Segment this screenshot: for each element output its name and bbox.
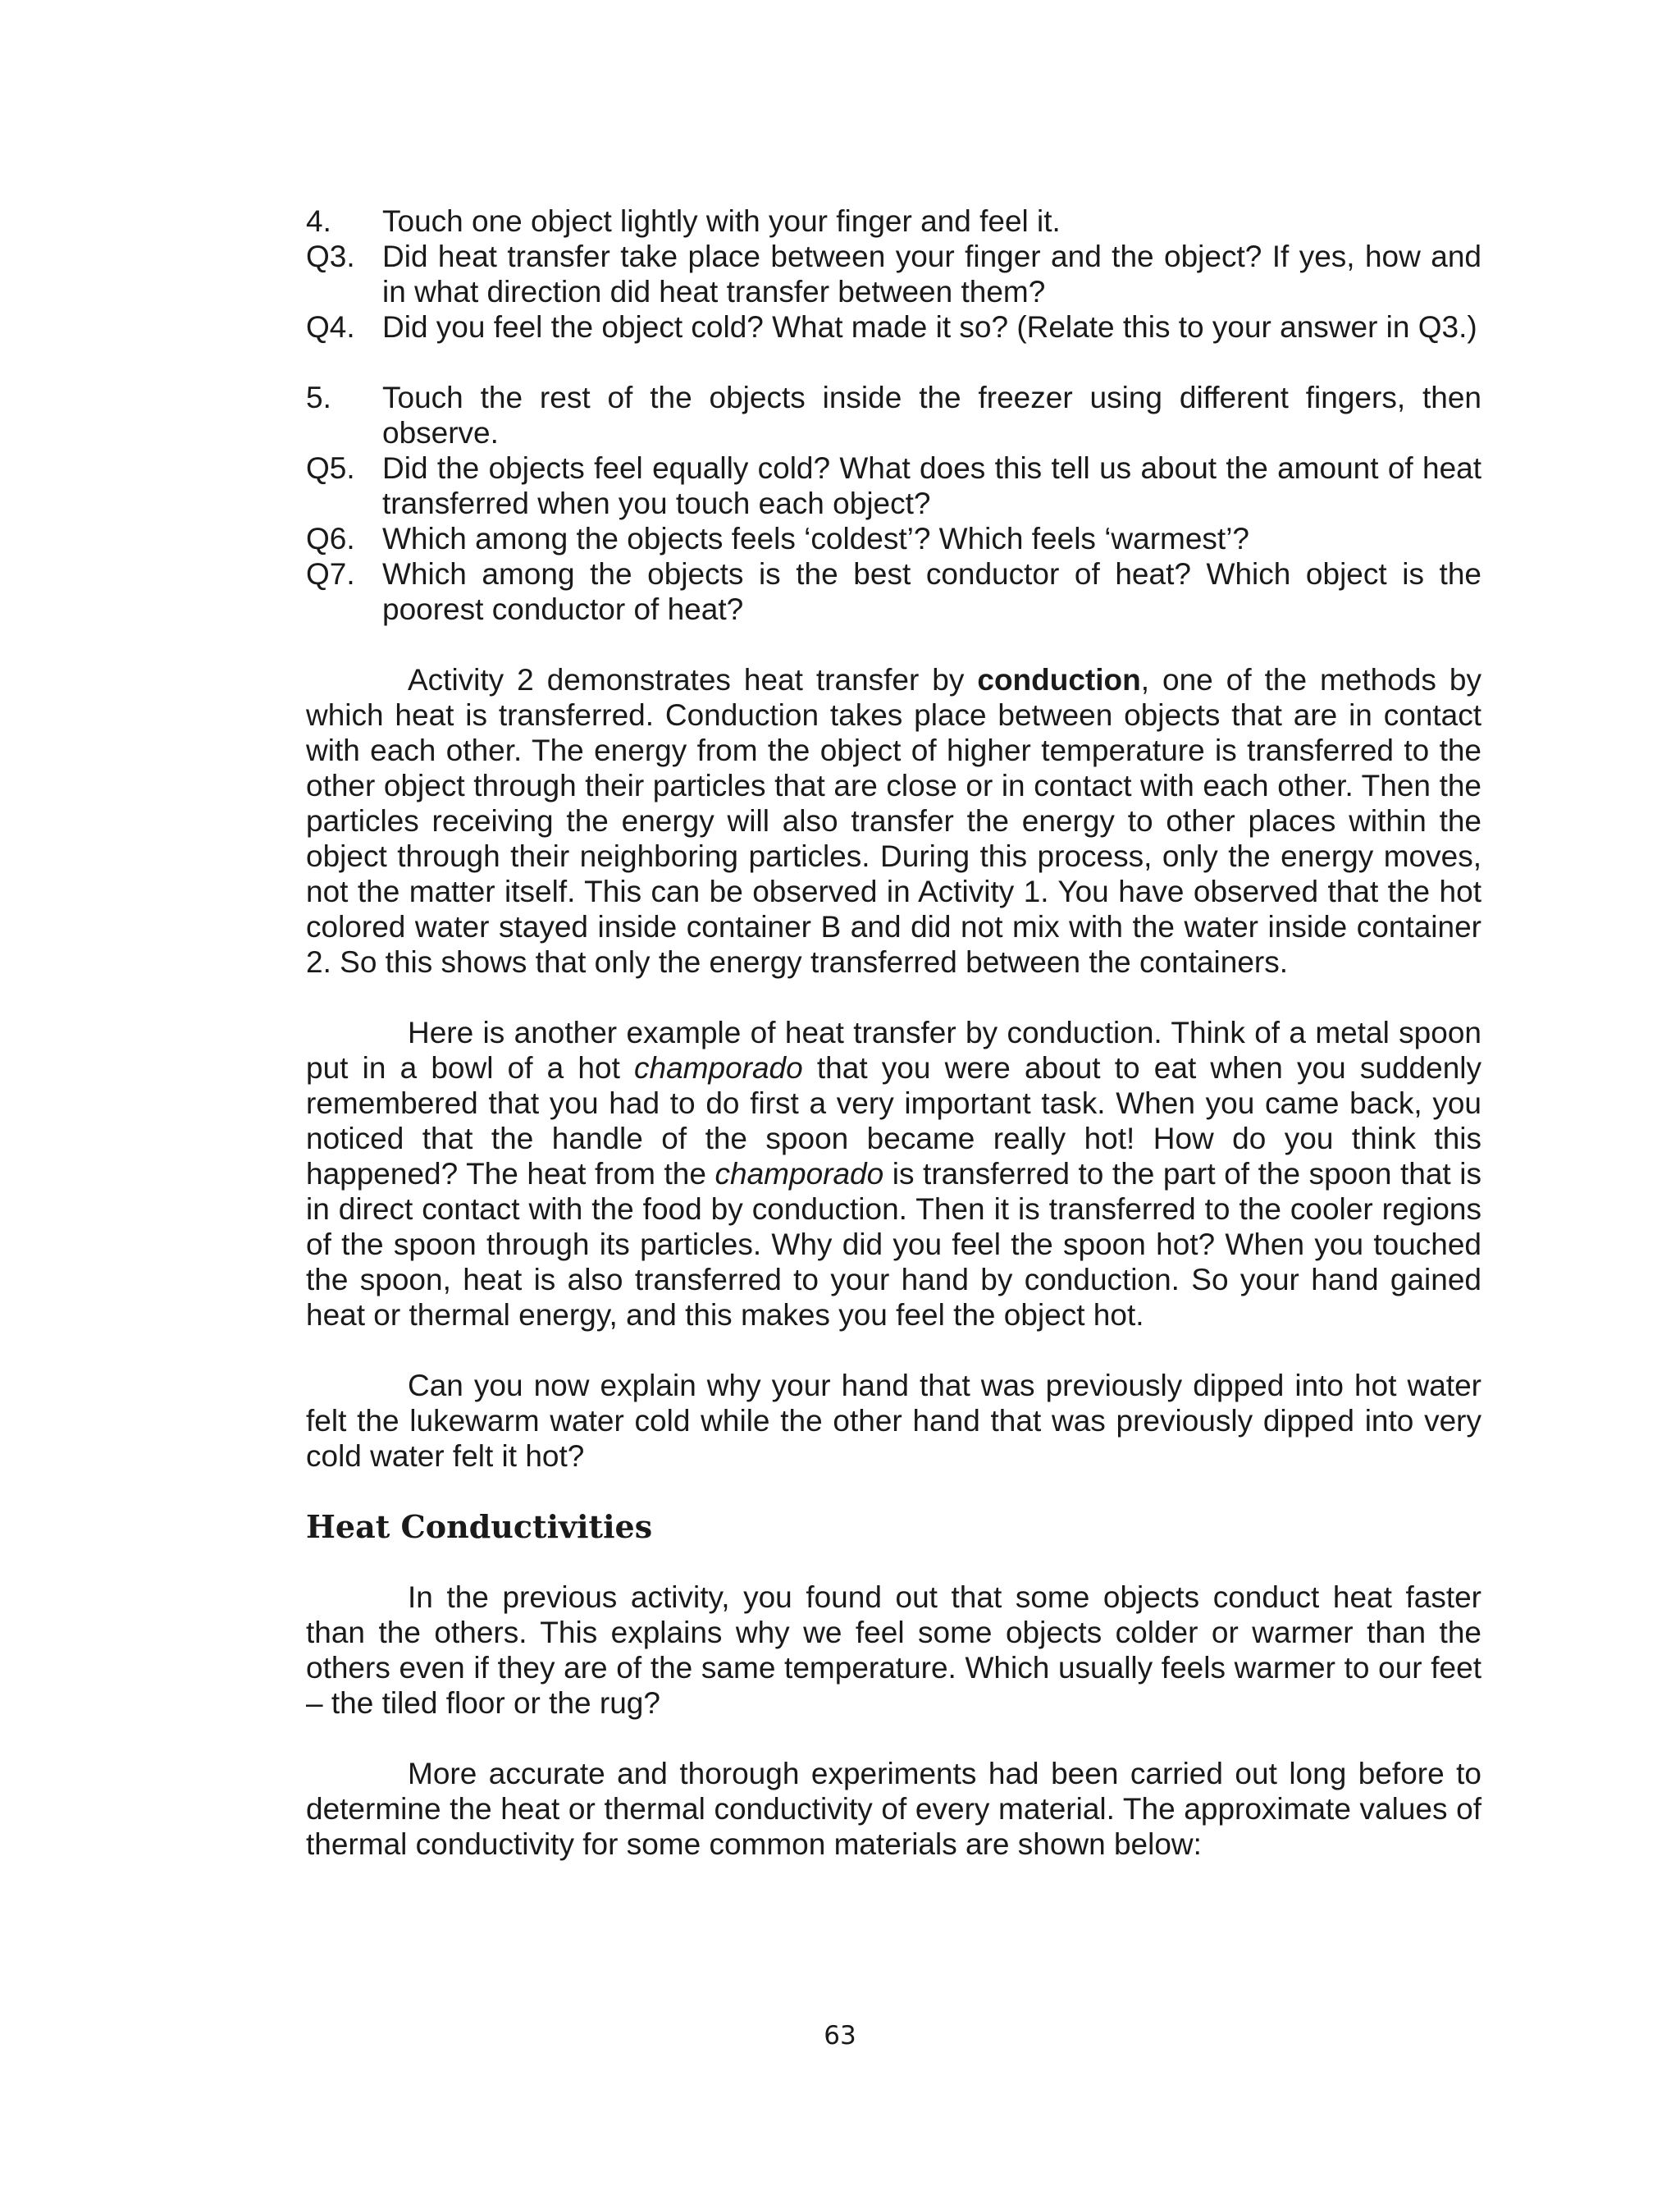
question-item-q7 [306, 556, 1481, 627]
step-text: Touch the rest of the objects inside the freezer using different fingers, then observe. [382, 381, 1481, 450]
spacer [306, 980, 1481, 1015]
step-item-5 [306, 380, 1481, 450]
paragraph-thermal-conductivity: More accurate and thorough experiments had been carried out long before to determine the heat or thermal conductivity of every material. The approximate values of thermal conductivity for some common materials are shown below: [306, 1757, 1481, 1861]
paragraph-spoon-example [306, 1015, 1481, 1333]
paragraph-previous-activity: In the previous activity, you found out that some objects conduct heat faster than the others. This explains why we feel some objects colder or warmer than the others even if they are of the same temperature. Which usually feels warmer to our feet – the tiled floor or the rug? [306, 1580, 1481, 1720]
section-heading: Heat Conductivities [306, 1508, 653, 1545]
question-number: Q3. [306, 240, 355, 273]
question-text: Did heat transfer take place between your finger and the object? If yes, how and in what direction did heat transfer between them? [382, 240, 1481, 309]
question-number: Q5. [306, 451, 355, 485]
paragraph-text: is transferred to the part of the spoon that is in direct contact with the food by conduction. Then it is transferred to the cooler regions of the spoon through its particles. Why did you feel the spoon hot? When you touched the spoon, heat is also transferred to your hand by conduction. So your hand gained heat or thermal energy, and this makes you feel the object hot. [306, 1157, 1481, 1332]
italic-term: champorado [714, 1157, 884, 1191]
spacer [306, 1721, 1481, 1756]
question-item-q3 [306, 239, 1481, 309]
step-item-4 [306, 203, 1481, 239]
spacer [306, 1474, 1481, 1509]
question-text: Did you feel the object cold? What made it so? (Relate this to your answer in Q3.) [382, 310, 1477, 344]
paragraph-text: Activity 2 demonstrates heat transfer by [408, 663, 978, 697]
question-item-q4 [306, 309, 1481, 345]
step-number: 5. [306, 381, 331, 414]
page-number: 63 [824, 2021, 856, 2051]
question-number: Q7. [306, 557, 355, 591]
bold-term-conduction: conduction [977, 663, 1141, 697]
paragraph-question: Can you now explain why your hand that was previously dipped into hot water felt the lukewarm water cold while the other hand that was previously dipped into very cold water felt it hot? [306, 1369, 1481, 1473]
question-text: Which among the objects feels ‘coldest’? Which feels ‘warmest’? [382, 522, 1250, 556]
question-item-q5 [306, 450, 1481, 521]
spacer [306, 1544, 1481, 1580]
paragraph-text: Here is another example of heat transfer by conduction. Think of a metal spoon put in a bowl of a hot [306, 1016, 1481, 1085]
paragraph-text: , one of the methods by which heat is transferred. Conduction takes place between objects that are in contact with each other. The energy from the object of higher temperature is transferred to the other object through their particles that are close or in contact with each other. Then the particles receiving the energy will also transfer the energy to other places within the object through their neighboring particles. During this process, only the energy moves, not the matter itself. This can be observed in Activity 1. You have observed that the hot colored water stayed inside container B and did not mix with the water inside container 2. So this shows that only the energy transferred between the containers. [306, 663, 1481, 979]
question-number: Q4. [306, 310, 355, 344]
question-text: Which among the objects is the best conductor of heat? Which object is the poorest conductor of heat? [382, 557, 1481, 626]
step-number: 4. [306, 204, 331, 238]
question-text: Did the objects feel equally cold? What does this tell us about the amount of heat transferred when you touch each object? [382, 451, 1481, 520]
spacer [306, 345, 1481, 380]
question-item-q6 [306, 521, 1481, 556]
step-text: Touch one object lightly with your finger and feel it. [382, 204, 1061, 238]
page-content [306, 203, 1481, 1862]
spacer [306, 627, 1481, 662]
italic-term: champorado [634, 1051, 803, 1085]
spacer [306, 1333, 1481, 1368]
question-number: Q6. [306, 522, 355, 556]
paragraph-conduction [306, 662, 1481, 980]
paragraph-text: that you were about to eat when you suddenly remembered that you had to do first a very important task. When you came back, you noticed that the handle of the spoon became really hot! How do you think this happened? The heat from the [306, 1051, 1481, 1191]
